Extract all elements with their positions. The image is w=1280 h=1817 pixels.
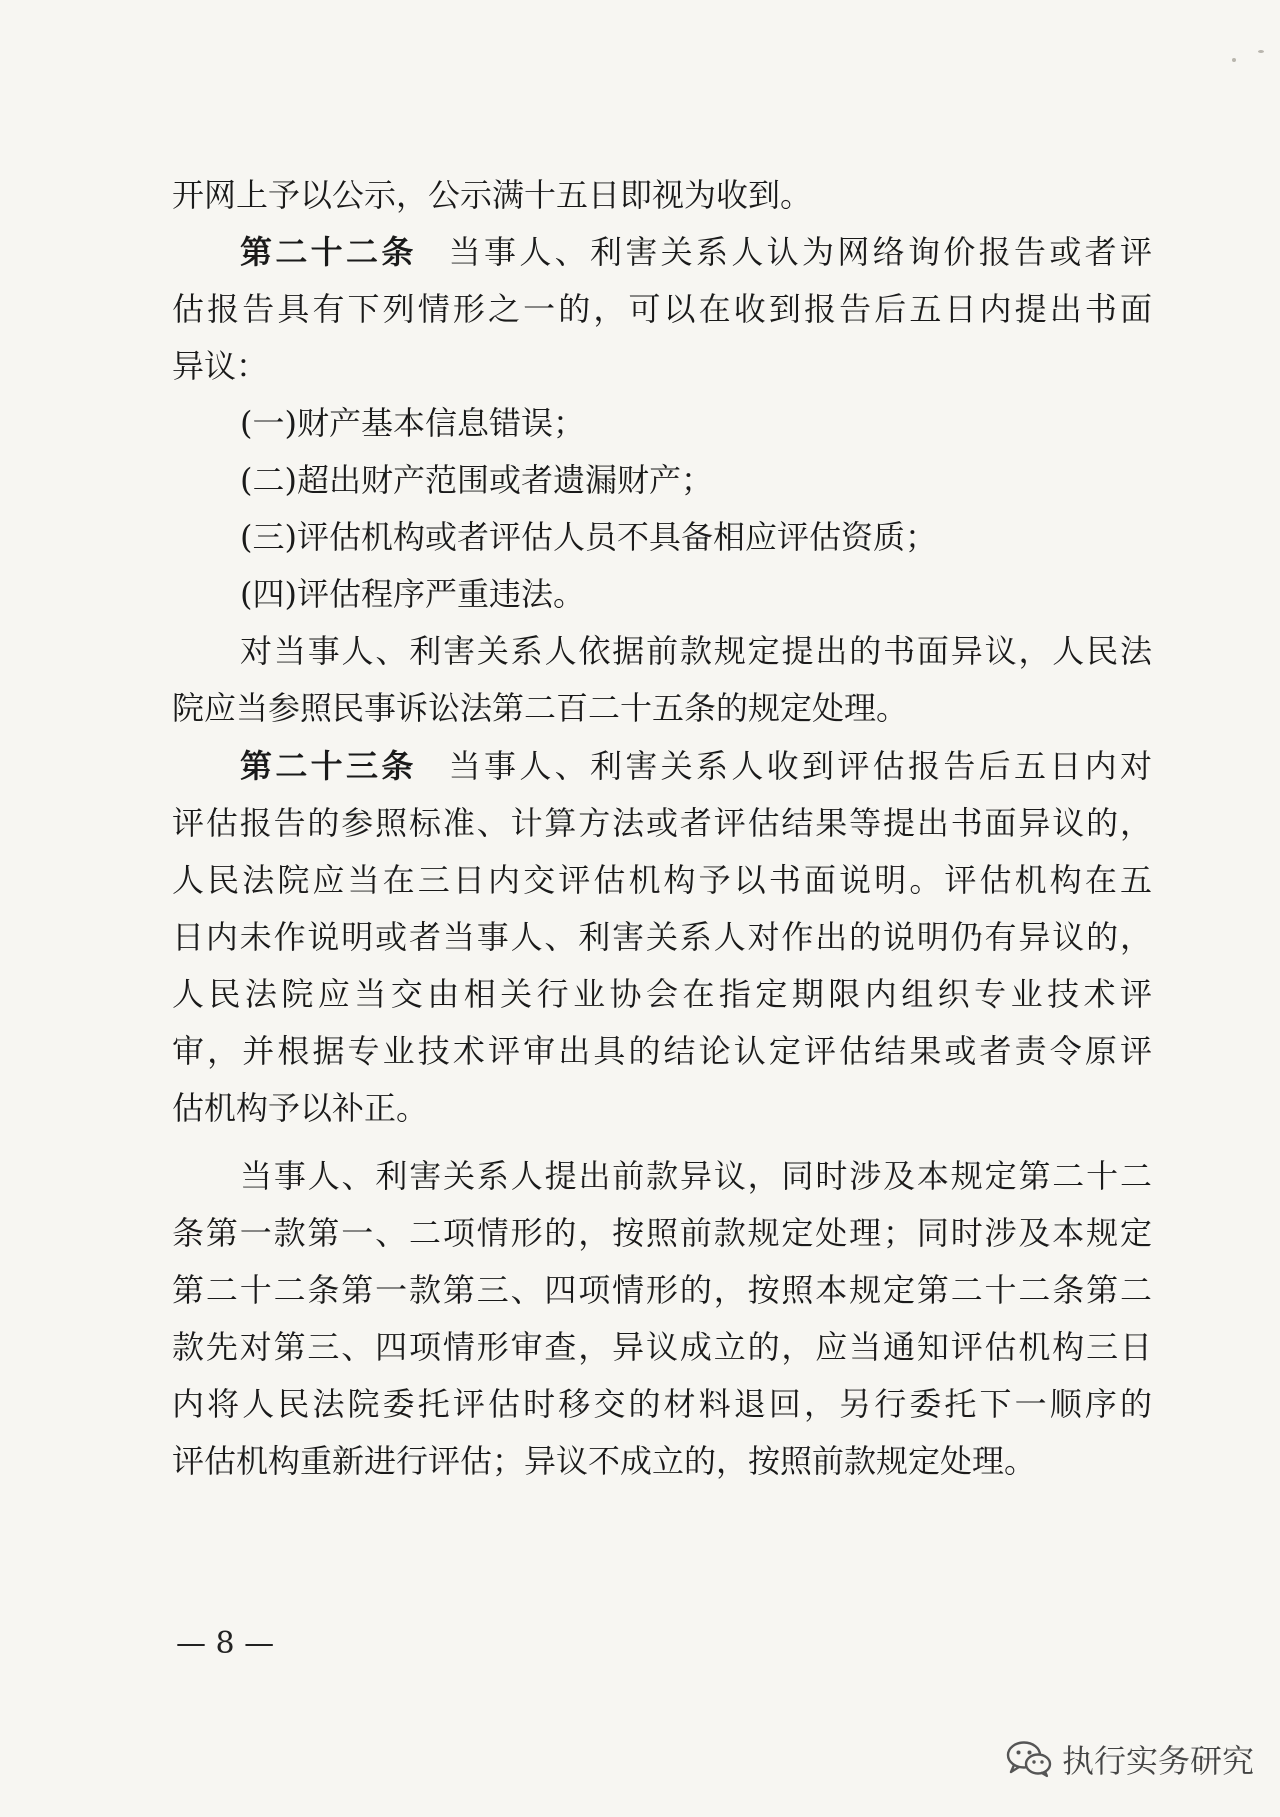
text-line: 款先对第三、四项情形审查，异议成立的，应当通知评估机构三日 [172,1328,1152,1366]
text-line: 人民法院应当交由相关行业协会在指定期限内组织专业技术评 [172,975,1152,1013]
watermark-text: 执行实务研究 [1062,1742,1255,1780]
list-item: (三)评估机构或者评估人员不具备相应评估资质； [240,518,937,556]
text-line: 估机构予以补正。 [172,1089,429,1127]
text-line: 条第一款第一、二项情形的，按照前款规定处理；同时涉及本规定 [172,1214,1152,1252]
text-line: 当事人、利害关系人认为网络询价报告或者评 [448,233,1152,271]
article-22-label: 第二十二条 [240,233,417,271]
article-23-heading-line [240,737,1152,795]
text-line: 内将人民法院委托评估时移交的材料退回，另行委托下一顺序的 [172,1385,1152,1423]
page-number: — 8 — [176,1626,275,1661]
text-line: 人民法院应当在三日内交评估机构予以书面说明。评估机构在五 [172,861,1152,899]
article-23-label: 第二十三条 [240,747,417,785]
list-item: (四)评估程序严重违法。 [240,575,585,613]
scan-speck [1232,58,1236,62]
text-line: 估报告具有下列情形之一的，可以在收到报告后五日内提出书面 [172,290,1152,328]
text-line: 评估机构重新进行评估；异议不成立的，按照前款规定处理。 [172,1442,1037,1480]
watermark [1006,1736,1254,1782]
wechat-icon [1006,1740,1052,1778]
text-line: 第二十二条第一款第三、四项情形的，按照本规定第二十二条第二 [172,1271,1152,1309]
text-line: 院应当参照民事诉讼法第二百二十五条的规定处理。 [172,689,909,727]
article-22-heading-line [240,223,1152,281]
text-line: 开网上予以公示，公示满十五日即视为收到。 [172,176,813,214]
list-item: (一)财产基本信息错误； [240,404,585,442]
text-line: 审，并根据专业技术评审出具的结论认定评估结果或者责令原评 [172,1032,1152,1070]
text-line: 当事人、利害关系人收到评估报告后五日内对 [448,747,1152,785]
list-item: (二)超出财产范围或者遗漏财产； [240,461,713,499]
text-line: 当事人、利害关系人提出前款异议，同时涉及本规定第二十二 [240,1157,1152,1195]
text-line: 对当事人、利害关系人依据前款规定提出的书面异议，人民法 [240,632,1152,670]
text-line: 异议： [172,347,269,385]
text-line: 日内未作说明或者当事人、利害关系人对作出的说明仍有异议的， [172,918,1152,956]
scan-speck [1258,50,1264,53]
text-line: 评估报告的参照标准、计算方法或者评估结果等提出书面异议的， [172,804,1152,842]
